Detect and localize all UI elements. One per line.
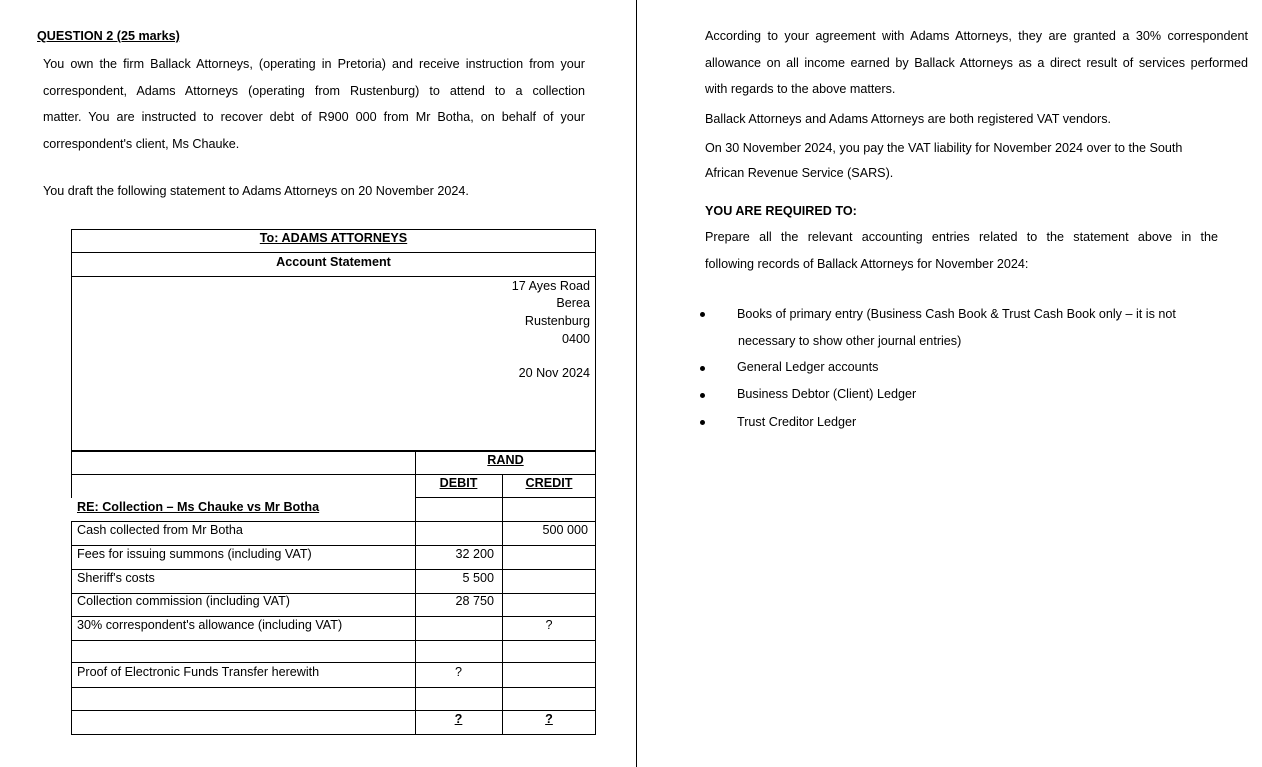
statement-date: 20 Nov 2024 — [518, 366, 590, 380]
agreement-line-3: with regards to the above matters. — [705, 82, 896, 96]
address-line-2: Berea — [556, 296, 590, 310]
intro-line-3: matter. You are instructed to recover debt of R900 000 from Mr Botha, on behalf of your — [43, 110, 585, 124]
debit-label: DEBIT — [439, 476, 478, 490]
address-line-1: 17 Ayes Road — [511, 279, 590, 293]
row-debit: 28 750 — [455, 594, 494, 608]
list-item-text-cont: necessary to show other journal entries) — [738, 334, 962, 348]
total-debit: ? — [454, 712, 463, 726]
pay-line-1: On 30 November 2024, you pay the VAT liability for November 2024 over to the South — [705, 141, 1183, 155]
prepare-line-2: following records of Ballack Attorneys for November 2024: — [705, 257, 1029, 271]
row-debit: 5 500 — [462, 571, 494, 585]
list-item-text: General Ledger accounts — [737, 360, 879, 374]
address-line-4: 0400 — [561, 332, 590, 346]
row-credit: 500 000 — [542, 523, 588, 537]
bullet-icon — [700, 366, 705, 371]
pay-line-2: African Revenue Service (SARS). — [705, 166, 894, 180]
list-item-text: Business Debtor (Client) Ledger — [737, 387, 917, 401]
agreement-line-2: allowance on all income earned by Ballack Attorneys as a direct result of services performed — [705, 56, 1248, 70]
draft-line: You draft the following statement to Adams Attorneys on 20 November 2024. — [43, 184, 469, 198]
rand-label: RAND — [487, 453, 524, 467]
required-title: YOU ARE REQUIRED TO: — [705, 204, 857, 218]
row-credit: ? — [545, 618, 553, 632]
row-desc: Sheriff's costs — [77, 571, 155, 585]
list-item-text: Trust Creditor Ledger — [737, 415, 857, 429]
row-desc: 30% correspondent's allowance (including VAT) — [77, 618, 343, 632]
row-desc: Cash collected from Mr Botha — [77, 523, 243, 537]
prepare-line-1: Prepare all the relevant accounting entries related to the statement above in the — [705, 230, 1218, 244]
intro-line-1: You own the firm Ballack Attorneys, (operating in Pretoria) and receive instruction from your — [43, 57, 585, 71]
agreement-line-1: According to your agreement with Adams Attorneys, they are granted a 30% correspondent — [705, 29, 1248, 43]
eft-debit: ? — [454, 665, 462, 679]
re-line: RE: Collection – Ms Chauke vs Mr Botha — [77, 500, 320, 514]
row-debit: 32 200 — [455, 547, 494, 561]
intro-line-2: correspondent, Adams Attorneys (operating from Rustenburg) to attend to a collection — [43, 84, 585, 98]
row-desc: Collection commission (including VAT) — [77, 594, 290, 608]
address-line-3: Rustenburg — [524, 314, 590, 328]
total-credit: ? — [545, 712, 553, 726]
credit-label: CREDIT — [525, 476, 573, 490]
statement-heading: Account Statement — [276, 255, 391, 269]
eft-desc: Proof of Electronic Funds Transfer herewith — [77, 665, 320, 679]
intro-line-4: correspondent's client, Ms Chauke. — [43, 137, 240, 151]
bullet-icon — [700, 393, 705, 398]
statement-to: To: ADAMS ATTORNEYS — [259, 231, 408, 245]
row-desc: Fees for issuing summons (including VAT) — [77, 547, 312, 561]
question-title: QUESTION 2 (25 marks) — [37, 29, 180, 43]
list-item-text: Books of primary entry (Business Cash Book & Trust Cash Book only – it is not — [737, 307, 1176, 321]
bullet-icon — [700, 420, 705, 425]
vat-line: Ballack Attorneys and Adams Attorneys are both registered VAT vendors. — [705, 112, 1112, 126]
bullet-icon — [700, 312, 705, 317]
page-divider — [636, 0, 637, 767]
